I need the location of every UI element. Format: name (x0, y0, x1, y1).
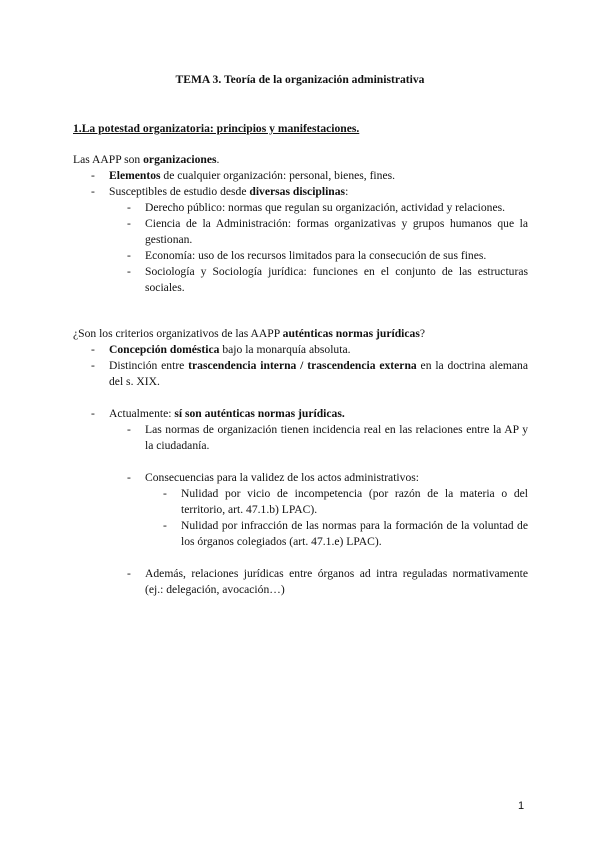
bullet-dash: - (127, 567, 131, 580)
list-item-disciplina (73, 216, 528, 248)
bullet-dash: - (91, 343, 95, 356)
bullet-dash: - (127, 423, 131, 436)
spacer (73, 390, 528, 406)
actualmente-bold: sí son auténticas normas jurídicas. (174, 407, 345, 420)
spacer (73, 454, 528, 470)
normas-text: Las normas de organización tienen incidencia real en las relaciones entre la AP y la ciudadanía. (145, 423, 528, 452)
list-item-nulidad (73, 486, 528, 518)
nulidad-text: Nulidad por infracción de las normas para la formación de la voluntad de los órganos colegiados (art. 47.1.e) LPAC). (181, 519, 528, 548)
list-item-normas (73, 422, 528, 454)
list-item-consecuencias (73, 470, 528, 486)
bullet-dash: - (163, 519, 167, 532)
intro-paragraph (73, 152, 528, 168)
question-block (73, 326, 528, 598)
susceptibles-text: Susceptibles de estudio desde (109, 185, 250, 198)
list-item-actualmente (73, 406, 528, 422)
intro-end: . (216, 153, 220, 166)
question-text: ¿Son los criterios organizativos de las AAPP (73, 327, 283, 340)
list-item-disciplina (73, 264, 528, 296)
disciplina-text: Sociología y Sociología jurídica: funciones en el conjunto de las estructuras sociales. (145, 265, 528, 294)
list-item-elementos (73, 168, 528, 184)
bullet-dash: - (127, 471, 131, 484)
distincion-end: en la doctrina alemana del s. XIX. (109, 359, 528, 388)
section-heading: 1.La potestad organizatoria: principios y manifestaciones. (73, 122, 360, 135)
disciplina-text: Derecho público: normas que regulan su organización, actividad y relaciones. (145, 201, 506, 214)
list-item-disciplina (73, 248, 528, 264)
bullet-dash: - (91, 185, 95, 198)
ademas-text: Además, relaciones jurídicas entre órganos ad intra reguladas normativamente (ej.: delegación, avocación…) (145, 567, 528, 596)
list-item-disciplina (73, 200, 528, 216)
distincion-bold: trascendencia interna / trascendencia externa (188, 359, 417, 372)
page-number: 1 (518, 800, 525, 812)
bullet-dash: - (127, 217, 131, 230)
bullet-dash: - (127, 265, 131, 278)
bullet-dash: - (91, 169, 95, 182)
document-title: TEMA 3. Teoría de la organización administrativa (175, 73, 425, 86)
bullet-dash: - (163, 487, 167, 500)
question-bold: auténticas normas jurídicas (282, 327, 420, 340)
intro-bold: organizaciones (143, 153, 217, 166)
susceptibles-bold: diversas disciplinas (249, 185, 346, 198)
disciplina-text: Economía: uso de los recursos limitados para la consecución de sus fines. (145, 249, 487, 262)
question-end: ? (419, 327, 425, 340)
susceptibles-end: : (345, 185, 349, 198)
list-item-susceptibles (73, 184, 528, 200)
question-paragraph (73, 326, 528, 342)
list-item-distincion (73, 358, 528, 390)
list-item-ademas (73, 566, 528, 598)
elementos-bold: Elementos (109, 169, 161, 182)
elementos-text: de cualquier organización: personal, bienes, fines. (160, 169, 396, 182)
nulidad-text: Nulidad por vicio de incompetencia (por razón de la materia o del territorio, art. 47.1.b) LPAC). (181, 487, 528, 516)
bullet-dash: - (91, 407, 95, 420)
list-item-nulidad (73, 518, 528, 550)
intro-block (73, 152, 528, 296)
actualmente-text: Actualmente: (109, 407, 175, 420)
spacer (73, 550, 528, 566)
bullet-dash: - (127, 249, 131, 262)
distincion-text: Distinción entre (109, 359, 189, 372)
disciplina-text: Ciencia de la Administración: formas organizativas y grupos humanos que la gestionan. (145, 217, 528, 246)
list-item-concepcion (73, 342, 528, 358)
concepcion-bold: Concepción doméstica (109, 343, 220, 356)
bullet-dash: - (127, 201, 131, 214)
concepcion-text: bajo la monarquía absoluta. (219, 343, 351, 356)
intro-text: Las AAPP son (73, 153, 144, 166)
consecuencias-text: Consecuencias para la validez de los actos administrativos: (145, 471, 419, 484)
bullet-dash: - (91, 359, 95, 372)
